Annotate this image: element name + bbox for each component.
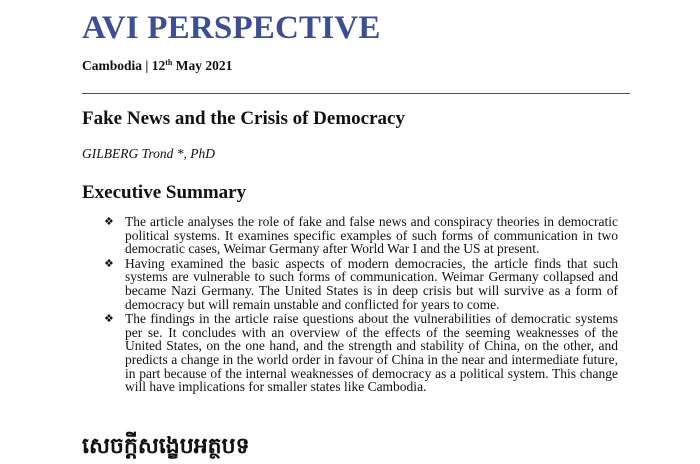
summary-bullet-3 — [104, 312, 618, 394]
executive-summary-list — [104, 215, 618, 395]
diamond-bullet-icon: ❖ — [104, 312, 114, 326]
diamond-bullet-icon: ❖ — [104, 215, 114, 228]
diamond-bullet-icon: ❖ — [104, 256, 114, 270]
article-title: Fake News and the Crisis of Democracy — [82, 108, 405, 129]
summary-bullet-text: Having examined the basic aspects of modern democracies, the article finds that such systems are vulnerable to such forms of communication. Weimar Germany collapsed and became Nazi Germany. The United States is in deep crisis but will survive as a form of democracy but will remain unstable and conflicted for years to come. — [125, 255, 618, 312]
summary-bullet-1 — [104, 215, 618, 256]
executive-summary-heading: Executive Summary — [82, 182, 247, 203]
summary-bullet-text: The article analyses the role of fake and false news and conspiracy theories in democratic political systems. It examines specific examples of such forms of communication in two democratic cases, Weimar Germany after World War I and the US at present. — [125, 214, 618, 257]
header-divider — [82, 93, 630, 94]
dateline — [82, 58, 232, 74]
dateline-prefix: Cambodia | 12 — [82, 58, 166, 73]
khmer-summary-heading: សេចក្តីសង្ខេបអត្ថបទ — [82, 434, 250, 459]
article-author: GILBERG Trond *, PhD — [82, 146, 216, 161]
summary-bullet-text: The findings in the article raise questions about the vulnerabilities of democratic systems per se. It concludes with an overview of the effects of the seeming weaknesses of the United States, on the one hand, and the strength and stability of China, on the other, and predicts a change in the world order in favour of China in the near and intermediate future, in part because of the internal weaknesses of democracy as a political system. This change will have implications for smaller states like Cambodia. — [125, 311, 618, 395]
dateline-suffix: May 2021 — [172, 58, 233, 73]
publication-brand: AVI PERSPECTIVE — [82, 10, 381, 46]
summary-bullet-2 — [104, 257, 618, 311]
dateline-ordinal: th — [165, 58, 173, 67]
